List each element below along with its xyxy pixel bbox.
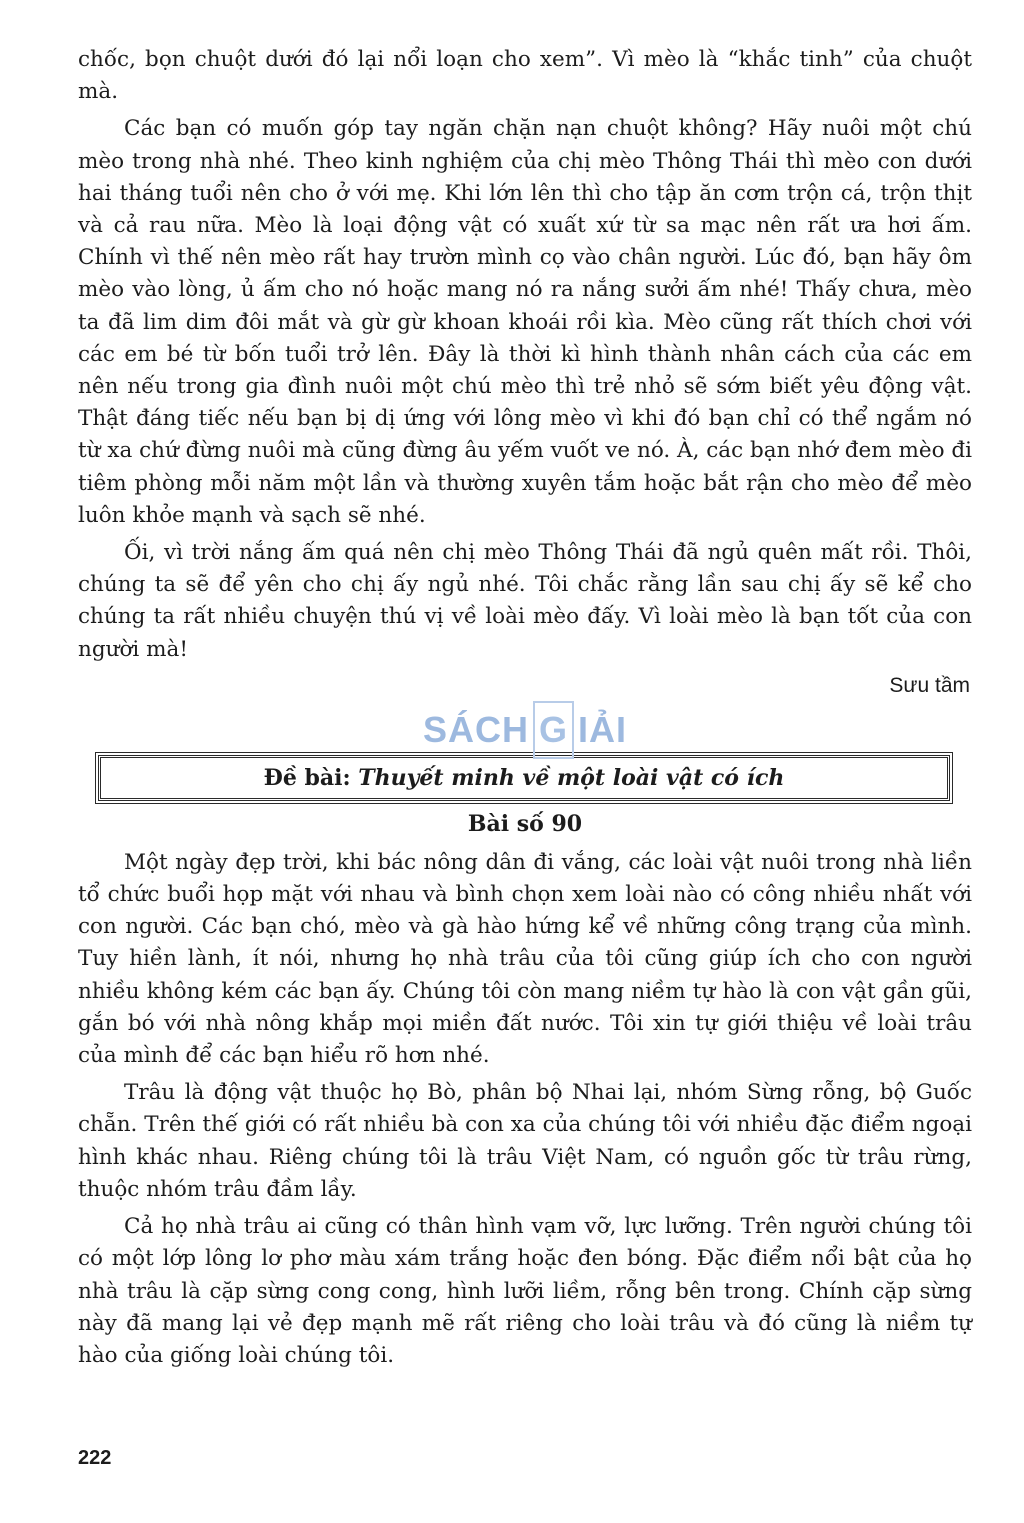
page-number: 222 xyxy=(78,1447,112,1469)
paragraph: Ối, vì trời nắng ấm quá nên chị mèo Thông Thái đã ngủ quên mất rồi. Thôi, chúng ta sẽ để yên cho chị ấy ngủ nhé. Tôi chắc rằng lần sau chị ấy sẽ kể cho chúng ta rất nhiều chuyện thú vị về loài mèo đấy. Vì loài mèo là bạn tốt của con người mà! xyxy=(78,540,972,662)
page-content xyxy=(78,44,972,1377)
watermark-text-right: IẢI xyxy=(578,708,628,750)
source-note: Sưu tầm xyxy=(889,673,970,697)
topic-box xyxy=(98,755,950,801)
essay-number: Bài số 90 xyxy=(467,810,583,837)
paragraph: Một ngày đẹp trời, khi bác nông dân đi vắng, các loài vật nuôi trong nhà liền tổ chức buổi họp mặt với nhau và bình chọn xem loài nào có công nhiều nhất với con người. Các bạn chó, mèo và gà hào hứng kể về những công trạng của mình. Tuy hiền lành, ít nói, nhưng họ nhà trâu của tôi cũng giúp ích cho con người nhiều không kém các bạn ấy. Chúng tôi còn mang niềm tự hào là con vật gần gũi, gắn bó với nhà nông khắp mọi miền đất nước. Tôi xin tự giới thiệu về loài trâu của mình để các bạn hiểu rõ hơn nhé. xyxy=(78,849,972,1069)
topic-label: Đề bài: xyxy=(263,764,351,791)
paragraph: chốc, bọn chuột dưới đó lại nổi loạn cho xem”. Vì mèo là “khắc tinh” của chuột mà. xyxy=(78,47,972,105)
watermark-box-letter: G xyxy=(533,701,574,759)
paragraph: Cả họ nhà trâu ai cũng có thân hình vạm vỡ, lực lưỡng. Trên người chúng tôi có một lớp lông lơ phơ màu xám trắng hoặc đen bóng. Đặc điểm nổi bật của họ nhà trâu là cặp sừng cong cong, hình lưỡi liềm, rỗng bên trong. Chính cặp sừng này đã mang lại vẻ đẹp mạnh mẽ rất riêng cho loài trâu và đó cũng là niềm tự hào của giống loài chúng tôi. xyxy=(78,1214,972,1368)
paragraph: Các bạn có muốn góp tay ngăn chặn nạn chuột không? Hãy nuôi một chú mèo trong nhà nhé. Theo kinh nghiệm của chị mèo Thông Thái thì mèo con dưới hai tháng tuổi nên cho ở với mẹ. Khi lớn lên thì cho tập ăn cơm trộn cá, trộn thịt và cả rau nữa. Mèo là loại động vật có xuất xứ từ sa mạc nên rất ưa hơi ấm. Chính vì thế nên mèo rất hay trườn mình cọ vào chân người. Lúc đó, bạn hãy ôm mèo vào lòng, ủ ấm cho nó hoặc mang nó ra nắng sưởi ấm nhé! Thấy chưa, mèo ta đã lim dim đôi mắt và gừ gừ khoan khoái rồi kìa. Mèo cũng rất thích chơi với các em bé từ bốn tuổi trở lên. Đây là thời kì hình thành nhân cách của các em nên nếu trong gia đình nuôi một chú mèo thì trẻ nhỏ sẽ sớm biết yêu động vật. Thật đáng tiếc nếu bạn bị dị ứng với lông mèo vì khi đó bạn chỉ có thể ngắm nó từ xa chứ đừng nuôi mà cũng đừng âu yếm vuốt ve nó. À, các bạn nhớ đem mèo đi tiêm phòng mỗi năm một lần và thường xuyên tắm hoặc bắt rận cho mèo để mèo luôn khỏe mạnh và sạch sẽ nhé. xyxy=(78,116,972,528)
paragraph: Trâu là động vật thuộc họ Bò, phân bộ Nhai lại, nhóm Sừng rỗng, bộ Guốc chẵn. Trên thế giới có rất nhiều bà con xa của chúng tôi với nhiều đặc điểm ngoại hình khác nhau. Riêng chúng tôi là trâu Việt Nam, có nguồn gốc từ trâu rừng, thuộc nhóm trâu đầm lầy. xyxy=(78,1080,972,1202)
topic-title: Thuyết minh về một loài vật có ích xyxy=(358,764,785,791)
watermark-logo xyxy=(78,701,972,755)
watermark-text-left: SÁCH xyxy=(422,708,529,750)
